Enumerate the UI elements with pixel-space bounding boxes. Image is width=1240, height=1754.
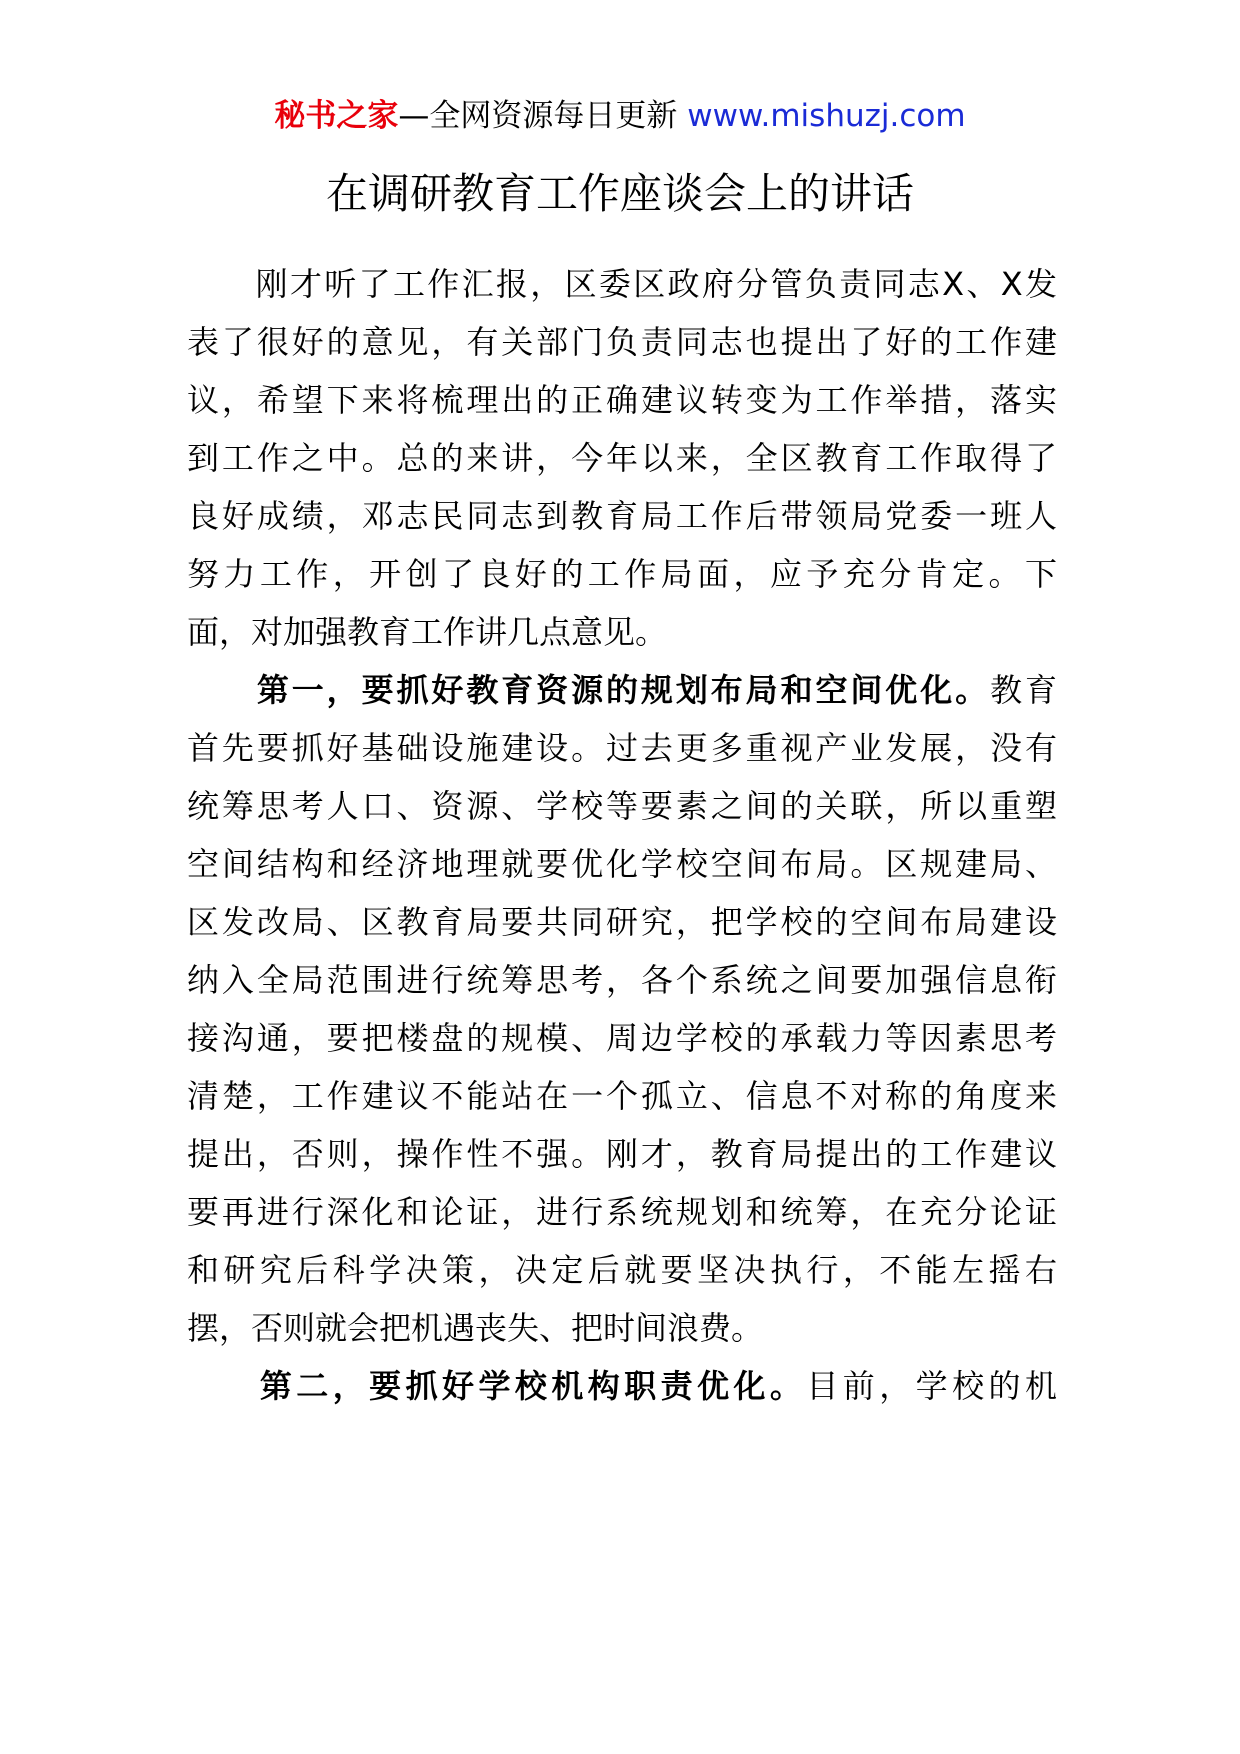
site-header bbox=[0, 96, 1240, 136]
paragraph-line: 区发改局、区教育局要共同研究，把学校的空间布局建设 bbox=[187, 903, 1057, 941]
paragraph-line: 表了很好的意见，有关部门负责同志也提出了好的工作建 bbox=[187, 323, 1057, 361]
paragraph-line: 空间结构和经济地理就要优化学校空间布局。区规建局、 bbox=[187, 845, 1057, 883]
paragraph-line: 摆，否则就会把机遇丧失、把时间浪费。 bbox=[187, 1309, 764, 1347]
paragraph-line: 接沟通，要把楼盘的规模、周边学校的承载力等因素思考 bbox=[187, 1019, 1057, 1057]
paragraph-line: 要再进行深化和论证，进行系统规划和统筹，在充分论证 bbox=[187, 1193, 1057, 1231]
paragraph-line: 面，对加强教育工作讲几点意见。 bbox=[187, 613, 668, 651]
paragraph-line: 清楚，工作建议不能站在一个孤立、信息不对称的角度来 bbox=[187, 1077, 1057, 1115]
paragraph-line: 统筹思考人口、资源、学校等要素之间的关联，所以重塑 bbox=[187, 787, 1057, 825]
section-lead-2: 第二，要抓好学校机构职责优化。 bbox=[259, 1367, 807, 1405]
paragraph-line: 和研究后科学决策，决定后就要坚决执行，不能左摇右 bbox=[187, 1251, 1057, 1289]
paragraph-line: 到工作之中。总的来讲，今年以来，全区教育工作取得了 bbox=[187, 439, 1057, 477]
section-lead-1: 第一，要抓好教育资源的规划布局和空间优化。 bbox=[256, 671, 991, 709]
site-tagline: —全网资源每日更新 bbox=[398, 98, 678, 134]
paragraph-line-with-lead: 第一，要抓好教育资源的规划布局和空间优化。教育 bbox=[256, 671, 1057, 709]
document-title: 在调研教育工作座谈会上的讲话 bbox=[325, 169, 914, 218]
paragraph-line: 良好成绩，邓志民同志到教育局工作后带领局党委一班人 bbox=[187, 497, 1057, 535]
brand-name: 秘书之家 bbox=[274, 98, 399, 134]
paragraph-line: 提出，否则，操作性不强。刚才，教育局提出的工作建议 bbox=[187, 1135, 1057, 1173]
paragraph-line-with-lead: 第二，要抓好学校机构职责优化。目前，学校的机 bbox=[259, 1367, 1057, 1405]
site-url-link[interactable]: www.mishuzj.com bbox=[687, 98, 966, 134]
paragraph-line: 议，希望下来将梳理出的正确建议转变为工作举措，落实 bbox=[187, 381, 1057, 419]
paragraph-line: 努力工作，开创了良好的工作局面，应予充分肯定。下 bbox=[187, 555, 1057, 593]
paragraph-line: 纳入全局范围进行统筹思考，各个系统之间要加强信息衔 bbox=[187, 961, 1057, 999]
paragraph-line: 首先要抓好基础设施建设。过去更多重视产业发展，没有 bbox=[187, 729, 1057, 767]
paragraph-line: 刚才听了工作汇报，区委区政府分管负责同志X、X发 bbox=[187, 265, 1057, 303]
